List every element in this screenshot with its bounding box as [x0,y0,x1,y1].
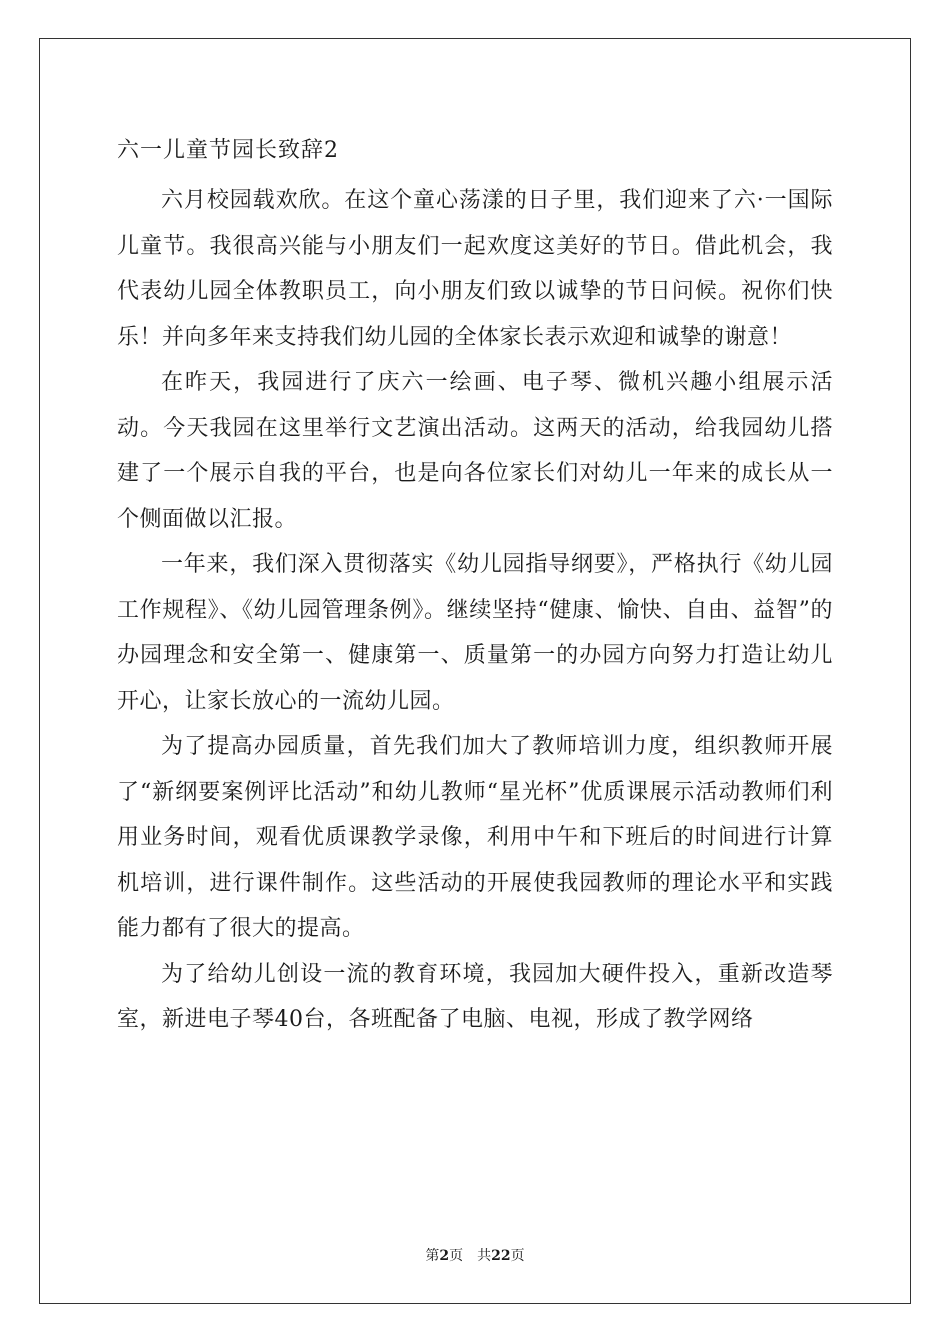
page-suffix: 页 [449,1248,464,1264]
paragraph-1: 六月校园载欢欣。在这个童心荡漾的日子里，我们迎来了六·一国际儿童节。我很高兴能与小朋友们一起欢度这美好的节日。借此机会，我代表幼儿园全体教职员工，向小朋友们致以诚挚的节日问候。祝你们快乐！并向多年来支持我们幼儿园的全体家长表示欢迎和诚挚的谢意！ [117,188,833,350]
current-page-number: 2 [439,1248,450,1264]
paragraph-2: 在昨天，我园进行了庆六一绘画、电子琴、微机兴趣小组展示活动。今天我园在这里举行文艺演出活动。这两天的活动，给我园幼儿搭建了一个展示自我的平台，也是向各位家长们对幼儿一年来的成长从一个侧面做以汇报。 [117,370,833,532]
paragraph-5: 为了给幼儿创设一流的教育环境，我园加大硬件投入，重新改造琴室，新进电子琴40台，各班配备了电脑、电视，形成了教学网络 [117,961,833,1032]
page-footer [0,1247,950,1265]
paragraph-3: 一年来，我们深入贯彻落实《幼儿园指导纲要》，严格执行《幼儿园工作规程》、《幼儿园管理条例》。继续坚持“健康、愉快、自由、益智”的办园理念和安全第一、健康第一、质量第一的办园方向努力打造让幼儿开心，让家长放心的一流幼儿园。 [117,552,833,714]
total-prefix: 共 [477,1248,492,1264]
document-title: 六一儿童节园长致辞2 [117,138,339,163]
paragraph-4: 为了提高办园质量，首先我们加大了教师培训力度，组织教师开展了“新纲要案例评比活动”和幼儿教师“星光杯”优质课展示活动教师们利用业务时间，观看优质课教学录像，利用中午和下班后的时间进行计算机培训，进行课件制作。这些活动的开展使我园教师的理论水平和实践能力都有了很大的提高。 [117,734,833,941]
total-suffix: 页 [510,1248,525,1264]
total-page-count: 22 [491,1248,511,1264]
document-body [117,130,833,1043]
page-prefix: 第 [425,1248,440,1264]
